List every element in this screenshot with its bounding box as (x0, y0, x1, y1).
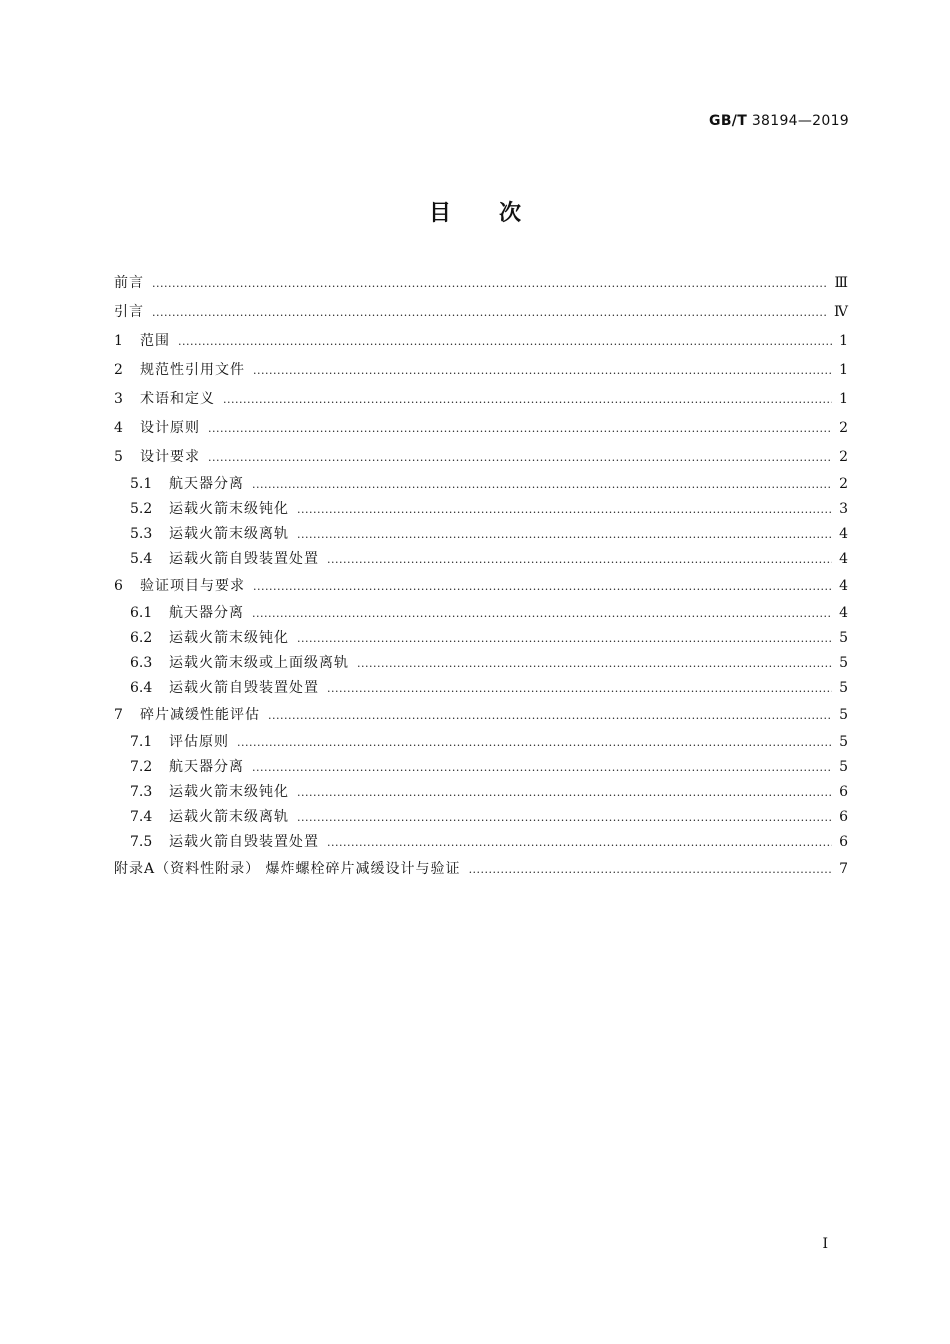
toc-entry-page: 5 (839, 680, 848, 696)
toc-leader-dots (357, 651, 832, 676)
toc-entry-number: 7.1 (130, 734, 153, 750)
toc-entry-label: 设计要求 (140, 449, 200, 465)
toc-entry-page: 5 (839, 759, 848, 775)
toc-leader-dots (297, 626, 832, 651)
toc-entry-page: 5 (839, 630, 848, 646)
toc-leader-dots (152, 269, 828, 298)
toc-leader-dots (237, 730, 832, 755)
toc-entry-page: 6 (839, 784, 848, 800)
toc-entry-page: 3 (839, 501, 848, 517)
toc-entry[interactable] (114, 701, 848, 730)
toc-entry-page: 4 (839, 578, 848, 594)
toc-entry-number: 1 (114, 333, 123, 349)
toc-leader-dots (469, 855, 832, 884)
toc-entry[interactable] (114, 572, 848, 601)
toc-entry-label: 运载火箭末级离轨 (169, 526, 289, 542)
toc-leader-dots (252, 601, 832, 626)
toc-entry-label: 术语和定义 (140, 391, 215, 407)
toc-entry[interactable] (114, 626, 848, 651)
toc-entry-number: 6.2 (130, 630, 153, 646)
toc-leader-dots (268, 701, 832, 730)
toc-entry-label: 规范性引用文件 (140, 362, 245, 378)
toc-leader-dots (327, 676, 832, 701)
toc-entry-page: 2 (839, 476, 848, 492)
toc-entry[interactable] (114, 601, 848, 626)
toc-entry-page: 5 (839, 655, 848, 671)
toc-entry-label: 引言 (114, 304, 144, 320)
toc-entry[interactable] (114, 547, 848, 572)
toc-entry-label: 运载火箭自毁装置处置 (169, 834, 319, 850)
toc-entry-number: 5.2 (130, 501, 153, 517)
toc-entry-page: 2 (839, 449, 848, 465)
toc-entry-number: 7.5 (130, 834, 153, 850)
toc-leader-dots (297, 522, 832, 547)
toc-leader-dots (252, 472, 832, 497)
toc-entry-label: 评估原则 (169, 734, 229, 750)
toc-entry[interactable] (114, 298, 848, 327)
toc-entry-page: 4 (839, 605, 848, 621)
toc-leader-dots (223, 385, 832, 414)
standard-number: 38194—2019 (751, 113, 849, 129)
toc-entry-label: 运载火箭末级钝化 (169, 630, 289, 646)
toc-entry-label: 航天器分离 (169, 476, 244, 492)
toc-entry[interactable] (114, 414, 848, 443)
toc-entry-label: 运载火箭末级钝化 (169, 784, 289, 800)
toc-entry-page: 4 (839, 526, 848, 542)
toc-leader-dots (152, 298, 828, 327)
toc-leader-dots (252, 755, 832, 780)
toc-entry-label: 范围 (140, 333, 170, 349)
toc-entry-number: 7.3 (130, 784, 153, 800)
toc-entry-page: 1 (839, 362, 848, 378)
toc-entry[interactable] (114, 780, 848, 805)
toc-entry-number: 6.1 (130, 605, 153, 621)
toc-entry-label: 运载火箭末级离轨 (169, 809, 289, 825)
toc-entry[interactable] (114, 805, 848, 830)
toc-entry[interactable] (114, 269, 848, 298)
toc-entry-number: 5.3 (130, 526, 153, 542)
toc-entry[interactable] (114, 472, 848, 497)
toc-entry[interactable] (114, 497, 848, 522)
toc-entry-page: 6 (839, 809, 848, 825)
toc-entry-number: 6 (114, 578, 123, 594)
toc-leader-dots (297, 780, 832, 805)
toc-entry-page: 6 (839, 834, 848, 850)
page-title: 目次 (428, 201, 569, 226)
toc-entry-page: Ⅳ (834, 304, 848, 320)
toc-entry-label: 航天器分离 (169, 605, 244, 621)
toc-entry-page: 1 (839, 391, 848, 407)
toc-entry-page: 7 (839, 861, 848, 877)
toc-entry-number: 2 (114, 362, 123, 378)
toc-leader-dots (297, 497, 832, 522)
toc-entry-number: 7.4 (130, 809, 153, 825)
toc-entry-label: 设计原则 (140, 420, 200, 436)
toc-entry-number: 7 (114, 707, 123, 723)
toc-entry[interactable] (114, 676, 848, 701)
toc-entry[interactable] (114, 855, 848, 884)
toc-entry-number: 5.1 (130, 476, 153, 492)
toc-entry[interactable] (114, 522, 848, 547)
toc-entry-page: 4 (839, 551, 848, 567)
toc-entry[interactable] (114, 730, 848, 755)
toc-entry-number: 3 (114, 391, 123, 407)
toc-entry-number: 5 (114, 449, 123, 465)
toc-entry[interactable] (114, 830, 848, 855)
toc-entry-label: 前言 (114, 275, 144, 291)
toc-entry-number: 4 (114, 420, 123, 436)
toc-leader-dots (253, 572, 832, 601)
toc-entry-label: 附录A（资料性附录） 爆炸螺栓碎片减缓设计与验证 (114, 861, 461, 877)
toc-entry-page: 5 (839, 707, 848, 723)
standard-code (709, 113, 849, 129)
toc-entry-label: 运载火箭自毁装置处置 (169, 551, 319, 567)
standard-prefix: GB/T (709, 113, 748, 129)
toc-leader-dots (327, 830, 832, 855)
toc-entry[interactable] (114, 385, 848, 414)
toc-entry[interactable] (114, 327, 848, 356)
page-number: Ⅰ (822, 1236, 828, 1252)
toc-entry-label: 验证项目与要求 (140, 578, 245, 594)
toc-entry-number: 6.4 (130, 680, 153, 696)
toc-entry-label: 航天器分离 (169, 759, 244, 775)
toc-entry[interactable] (114, 356, 848, 385)
toc-leader-dots (178, 327, 832, 356)
toc-entry-label: 运载火箭末级钝化 (169, 501, 289, 517)
table-of-contents (114, 269, 848, 884)
toc-entry-page: 2 (839, 420, 848, 436)
toc-entry-label: 运载火箭末级或上面级离轨 (169, 655, 349, 671)
toc-entry[interactable] (114, 755, 848, 780)
toc-entry-label: 碎片减缓性能评估 (140, 707, 260, 723)
toc-leader-dots (297, 805, 832, 830)
toc-entry-page: 5 (839, 734, 848, 750)
toc-entry-label: 运载火箭自毁装置处置 (169, 680, 319, 696)
toc-leader-dots (208, 414, 832, 443)
toc-leader-dots (208, 443, 832, 472)
toc-entry-number: 5.4 (130, 551, 153, 567)
toc-leader-dots (327, 547, 832, 572)
toc-entry-page: 1 (839, 333, 848, 349)
toc-entry[interactable] (114, 443, 848, 472)
toc-entry-number: 7.2 (130, 759, 153, 775)
toc-leader-dots (253, 356, 832, 385)
toc-entry[interactable] (114, 651, 848, 676)
toc-entry-page: Ⅲ (834, 275, 848, 291)
toc-entry-number: 6.3 (130, 655, 153, 671)
